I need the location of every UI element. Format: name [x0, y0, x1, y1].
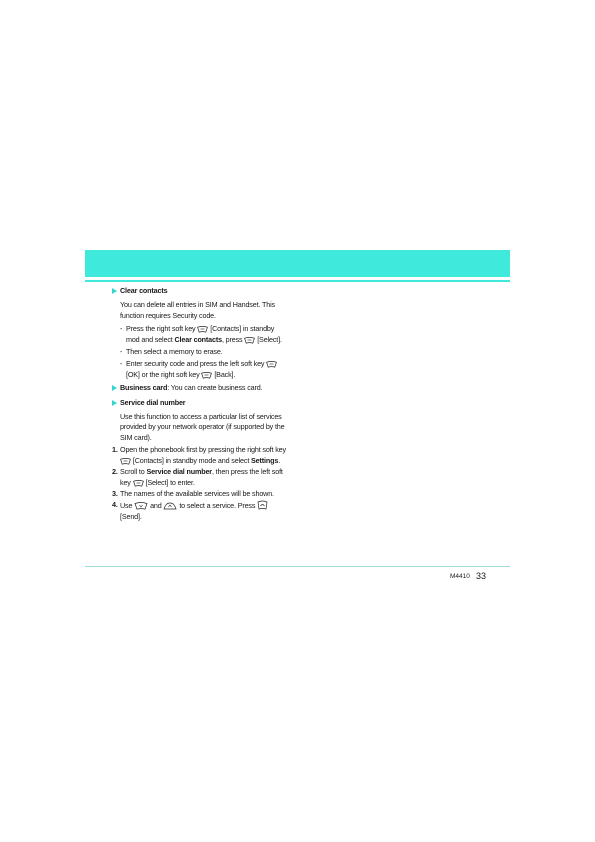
bullet-dash: - [120, 324, 123, 334]
soft-key-icon [244, 337, 255, 344]
soft-key-icon [120, 458, 131, 465]
section-title: Clear contacts [120, 286, 168, 295]
step-item: 2. Scroll to Service dial number, then press the left soft key [Select] to enter. [112, 467, 283, 487]
nav-key-icon [134, 502, 148, 510]
page-content [112, 286, 288, 523]
bullet-item: - Press the right soft key [Contacts] in standby mod and select Clear contacts, press [Select]. [120, 324, 282, 344]
step-item: 4. Use and to select a service. Press [Send]. [112, 500, 288, 522]
nav-key-icon [163, 502, 177, 510]
model-label: M4410 [450, 573, 470, 580]
header-band [85, 250, 510, 277]
section-heading-service-dial [112, 398, 288, 408]
soft-key-icon [201, 372, 212, 379]
triangle-marker-icon [112, 288, 117, 294]
section-title: Business card [120, 383, 168, 393]
triangle-marker-icon [112, 385, 117, 391]
step-item: 3. The names of the available services will be shown. [112, 488, 274, 498]
step-item: 1. Open the phonebook first by pressing the right soft key [Contacts] in standby mode and select Settings. [112, 445, 286, 465]
soft-key-icon [266, 361, 277, 368]
bullet-dash: - [120, 347, 123, 357]
bullet-item: - Enter security code and press the left soft key [OK] or the right soft key [Back]. [112, 359, 288, 380]
section-heading-business-card: Business card: You can create business card. [112, 383, 288, 393]
section-description: Use this function to access a particular list of services provided by your network operator (if supported by the SIM card). [120, 412, 285, 442]
section-description: You can delete all entries in SIM and Handset. This function requires Security code. [120, 300, 275, 320]
send-key-icon [257, 500, 268, 510]
soft-key-icon [197, 326, 208, 333]
soft-key-icon [133, 480, 144, 487]
bullet-item: - Then select a memory to erase. [120, 347, 223, 357]
bullet-dash: - [120, 359, 123, 369]
section-title: Service dial number [120, 397, 186, 407]
triangle-marker-icon [112, 400, 117, 406]
footer-rule [85, 566, 510, 567]
section-heading-clear-contacts [112, 286, 288, 296]
page-number: 33 [476, 571, 487, 581]
header-rule [85, 280, 510, 282]
